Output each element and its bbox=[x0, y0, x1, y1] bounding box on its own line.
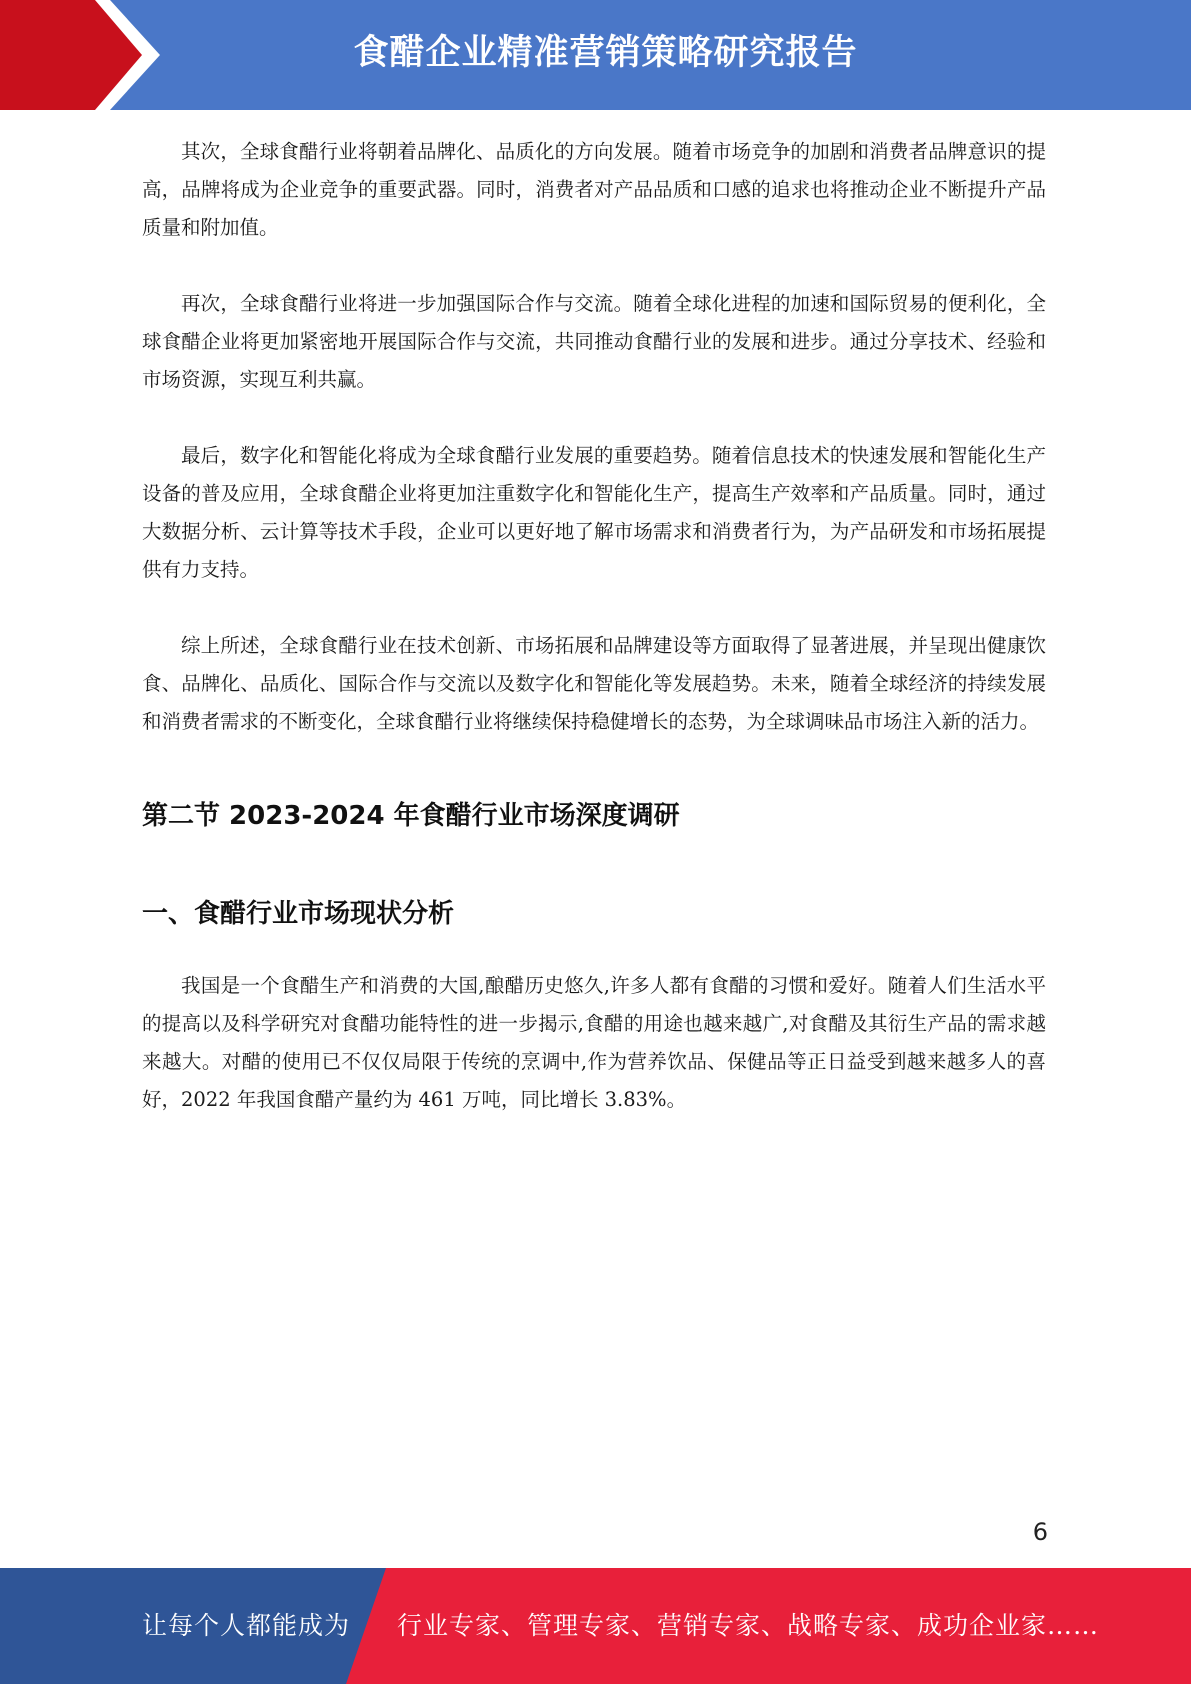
paragraph-market-status: 我国是一个食醋生产和消费的大国,酿醋历史悠久,许多人都有食醋的习惯和爱好。随着人们生活水平的提高以及科学研究对食醋功能特性的进一步揭示,食醋的用途也越来越广,对食醋及其衍生产品的需求越来越大。对醋的使用已不仅仅局限于传统的烹调中,作为营养饮品、保健品等正日益受到越来越多人的喜好，2022 年我国食醋产量约为 461 万吨，同比增长 3.83%。 bbox=[142, 974, 1046, 1111]
paragraph-brand-quality: 其次，全球食醋行业将朝着品牌化、品质化的方向发展。随着市场竞争的加剧和消费者品牌意识的提高，品牌将成为企业竞争的重要武器。同时，消费者对产品品质和口感的追求也将推动企业不断提升产品质量和附加值。 bbox=[142, 140, 1046, 239]
paragraph-international-cooperation: 再次，全球食醋行业将进一步加强国际合作与交流。随着全球化进程的加速和国际贸易的便利化，全球食醋企业将更加紧密地开展国际合作与交流，共同推动食醋行业的发展和进步。通过分享技术、经验和市场资源，实现互利共赢。 bbox=[142, 292, 1046, 391]
footer-slogan-right: 行业专家、管理专家、营销专家、战略专家、成功企业家…… bbox=[397, 1611, 1100, 1640]
page-header bbox=[0, 0, 1191, 110]
page-content bbox=[142, 133, 1046, 1157]
report-title: 食醋企业精准营销策略研究报告 bbox=[353, 33, 858, 73]
paragraph-summary: 综上所述，全球食醋行业在技术创新、市场拓展和品牌建设等方面取得了显著进展，并呈现出健康饮食、品牌化、品质化、国际合作与交流以及数字化和智能化等发展趋势。未来，随着全球经济的持续发展和消费者需求的不断变化，全球食醋行业将继续保持稳健增长的态势，为全球调味品市场注入新的活力。 bbox=[142, 634, 1046, 733]
page-number: 6 bbox=[1032, 1518, 1048, 1546]
section-heading: 第二节 2023-2024 年食醋行业市场深度调研 bbox=[142, 801, 680, 831]
footer-slogan-left: 让每个人都能成为 bbox=[142, 1611, 351, 1640]
page-footer bbox=[0, 1568, 1191, 1684]
sub-heading: 一、食醋行业市场现状分析 bbox=[142, 899, 455, 929]
paragraph-digitalization: 最后，数字化和智能化将成为全球食醋行业发展的重要趋势。随着信息技术的快速发展和智能化生产设备的普及应用，全球食醋企业将更加注重数字化和智能化生产，提高生产效率和产品质量。同时，通过大数据分析、云计算等技术手段，企业可以更好地了解市场需求和消费者行为，为产品研发和市场拓展提供有力支持。 bbox=[142, 444, 1046, 581]
